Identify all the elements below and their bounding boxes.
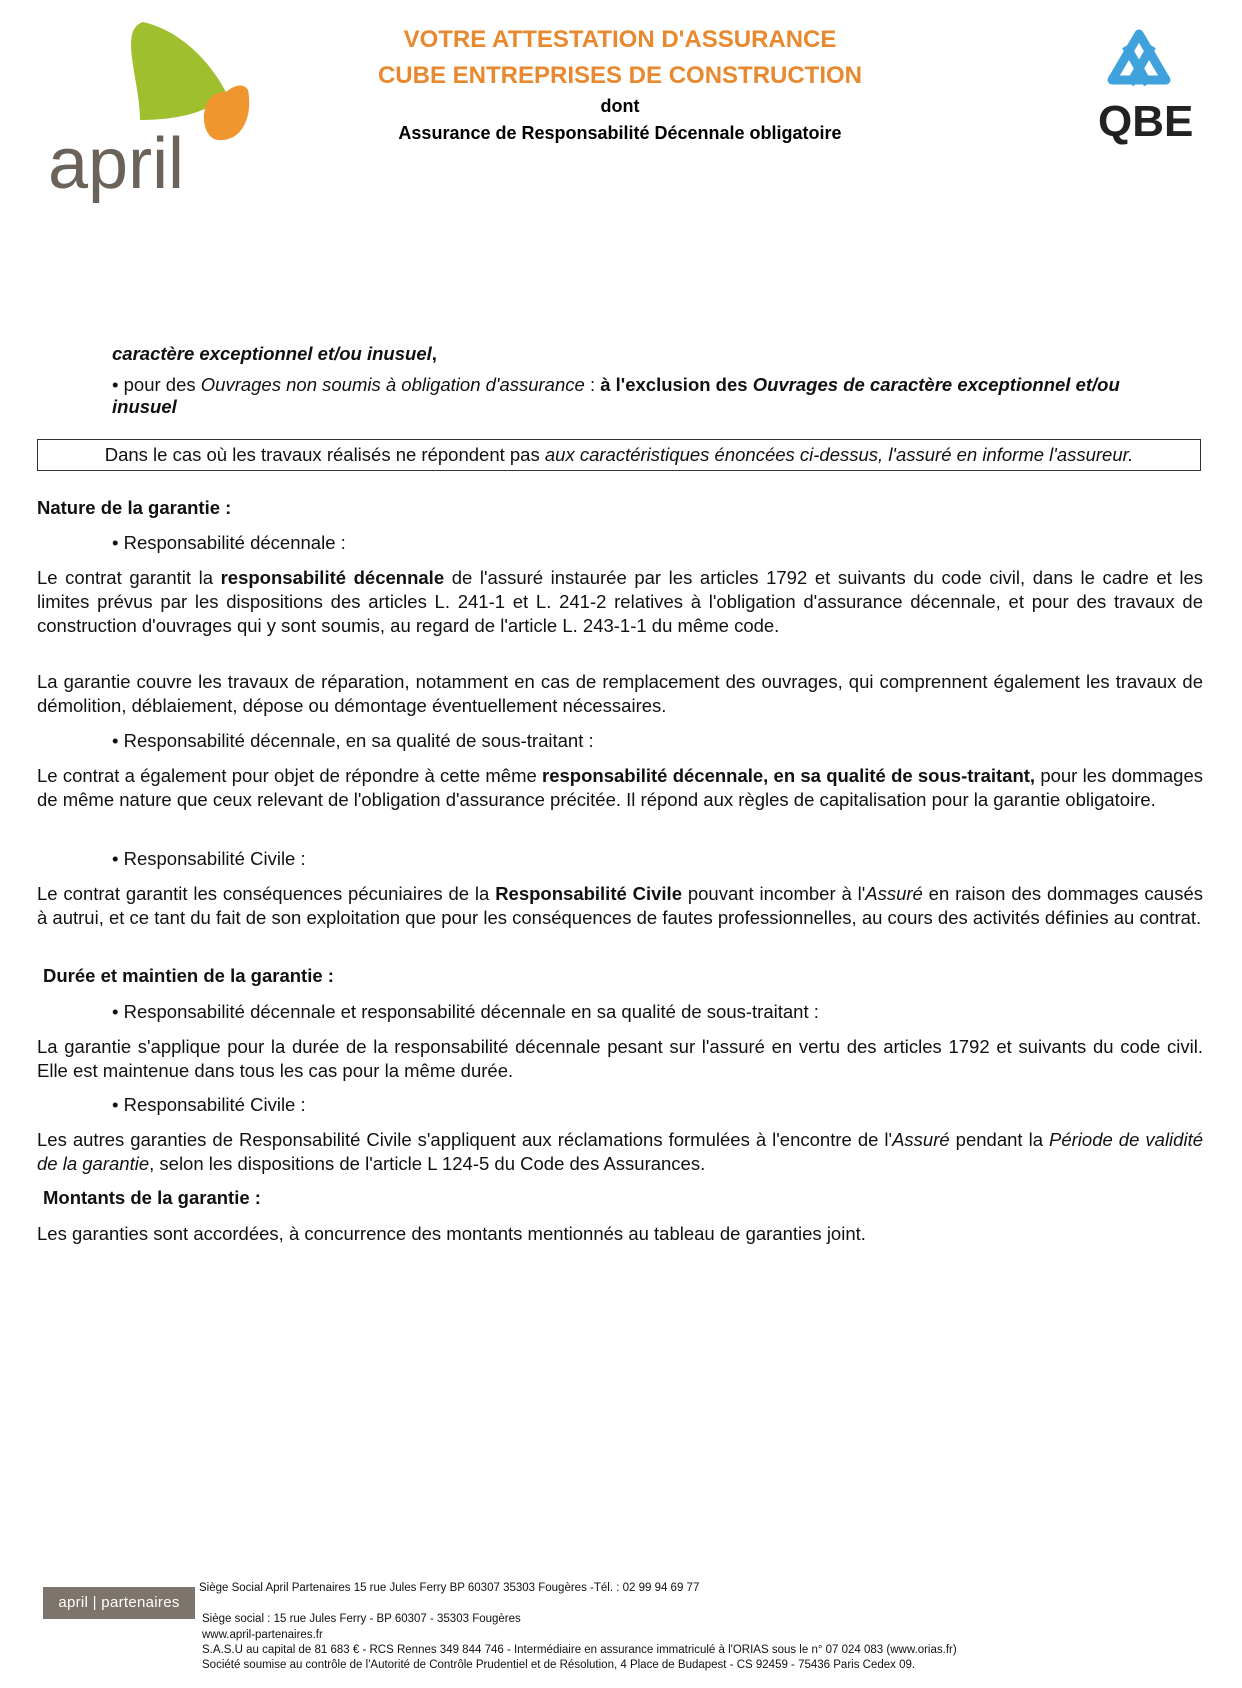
- footer-line-2: Siège social : 15 rue Jules Ferry - BP 60307 - 35303 Fougères: [202, 1613, 521, 1625]
- intro-bullet: • pour des Ouvrages non soumis à obligation d'assurance : à l'exclusion des Ouvrages de caractère exceptionnel et/ou inusuel: [112, 374, 1120, 417]
- qbe-logo: [1096, 28, 1194, 146]
- april-partenaires-badge: april | partenaires: [43, 1587, 195, 1619]
- header-dont: dont: [600, 96, 640, 116]
- page-title-line1: VOTRE ATTESTATION D'ASSURANCE: [403, 26, 837, 53]
- footer-line-5: Société soumise au contrôle de l'Autorité de Contrôle Prudentiel et de Résolution, 4 Place de Budapest - CS 92459 - 75436 Paris Cedex 09.: [202, 1659, 916, 1671]
- montants-heading: Montants de la garantie :: [43, 1187, 261, 1208]
- nature-paragraph-1: Le contrat garantit la responsabilité décennale de l'assuré instaurée par les articles 1792 et suivants du code civil, dans le cadre et les limites prévus par les dispositions des articles L. 241-1 et L. 241-2 relatives à l'obligation d'assurance décennale, et pour des travaux de construction d'ouvrages qui y sont soumis, au regard de l'article L. 243-1-1 du même code.: [37, 567, 1203, 636]
- duree-heading: Durée et maintien de la garantie :: [43, 965, 334, 986]
- header-subtitle: Assurance de Responsabilité Décennale obligatoire: [398, 123, 842, 143]
- nature-heading: Nature de la garantie :: [37, 497, 232, 518]
- april-logo-text: april: [48, 124, 185, 204]
- duree-bullet-rc: • Responsabilité Civile :: [112, 1094, 306, 1115]
- footer-line-3: www.april-partenaires.fr: [202, 1629, 323, 1641]
- nature-bullet-sous-traitant: • Responsabilité décennale, en sa qualité de sous-traitant :: [112, 730, 594, 751]
- footer-line-1: Siège Social April Partenaires 15 rue Jules Ferry BP 60307 35303 Fougères -Tél. : 02 99 94 69 77: [199, 1582, 700, 1594]
- nature-paragraph-3: Le contrat a également pour objet de répondre à cette même responsabilité décennale, en sa qualité de sous-traitant, pour les dommages de même nature que ceux relevant de l'obligation d'assurance précitée. Il répond aux règles de capitalisation pour la garantie obligatoire.: [37, 765, 1203, 810]
- april-logo: [48, 20, 268, 202]
- notice-box: Dans le cas où les travaux réalisés ne répondent pas aux caractéristiques énoncées ci-dessus, l'assuré en informe l'assureur.: [37, 439, 1201, 471]
- duree-bullet-decennale: • Responsabilité décennale et responsabilité décennale en sa qualité de sous-traitant :: [112, 1001, 819, 1022]
- nature-bullet-decennale: • Responsabilité décennale :: [112, 532, 346, 553]
- nature-bullet-rc: • Responsabilité Civile :: [112, 848, 306, 869]
- montants-paragraph: Les garanties sont accordées, à concurrence des montants mentionnés au tableau de garanties joint.: [37, 1223, 866, 1244]
- qbe-logo-text: QBE: [1098, 97, 1194, 146]
- intro-line: caractère exceptionnel et/ou inusuel,: [112, 343, 437, 364]
- duree-paragraph-2: Les autres garanties de Responsabilité Civile s'appliquent aux réclamations formulées à l'encontre de l'Assuré pendant la Période de validité de la garantie, selon les dispositions de l'article L 124-5 du Code des Assurances.: [37, 1129, 1203, 1174]
- duree-paragraph-1: La garantie s'applique pour la durée de la responsabilité décennale pesant sur l'assuré en vertu des articles 1792 et suivants du code civil. Elle est maintenue dans tous les cas pour la même durée.: [37, 1036, 1203, 1081]
- footer-line-4: S.A.S.U au capital de 81 683 € - RCS Rennes 349 844 746 - Intermédiaire en assurance immatriculé à l'ORIAS sous le n° 07 024 083 (www.orias.fr): [202, 1644, 957, 1656]
- nature-paragraph-4: Le contrat garantit les conséquences pécuniaires de la Responsabilité Civile pouvant incomber à l'Assuré en raison des dommages causés à autrui, et ce tant du fait de son exploitation que pour les conséquences de fautes professionnelles, au cours des activités définies au contrat.: [37, 883, 1203, 928]
- nature-paragraph-2: La garantie couvre les travaux de réparation, notamment en cas de remplacement des ouvrages, qui comprennent également les travaux de démolition, déblaiement, dépose ou démontage éventuellement nécessaires.: [37, 671, 1203, 716]
- page-title-line2: CUBE ENTREPRISES DE CONSTRUCTION: [377, 62, 863, 89]
